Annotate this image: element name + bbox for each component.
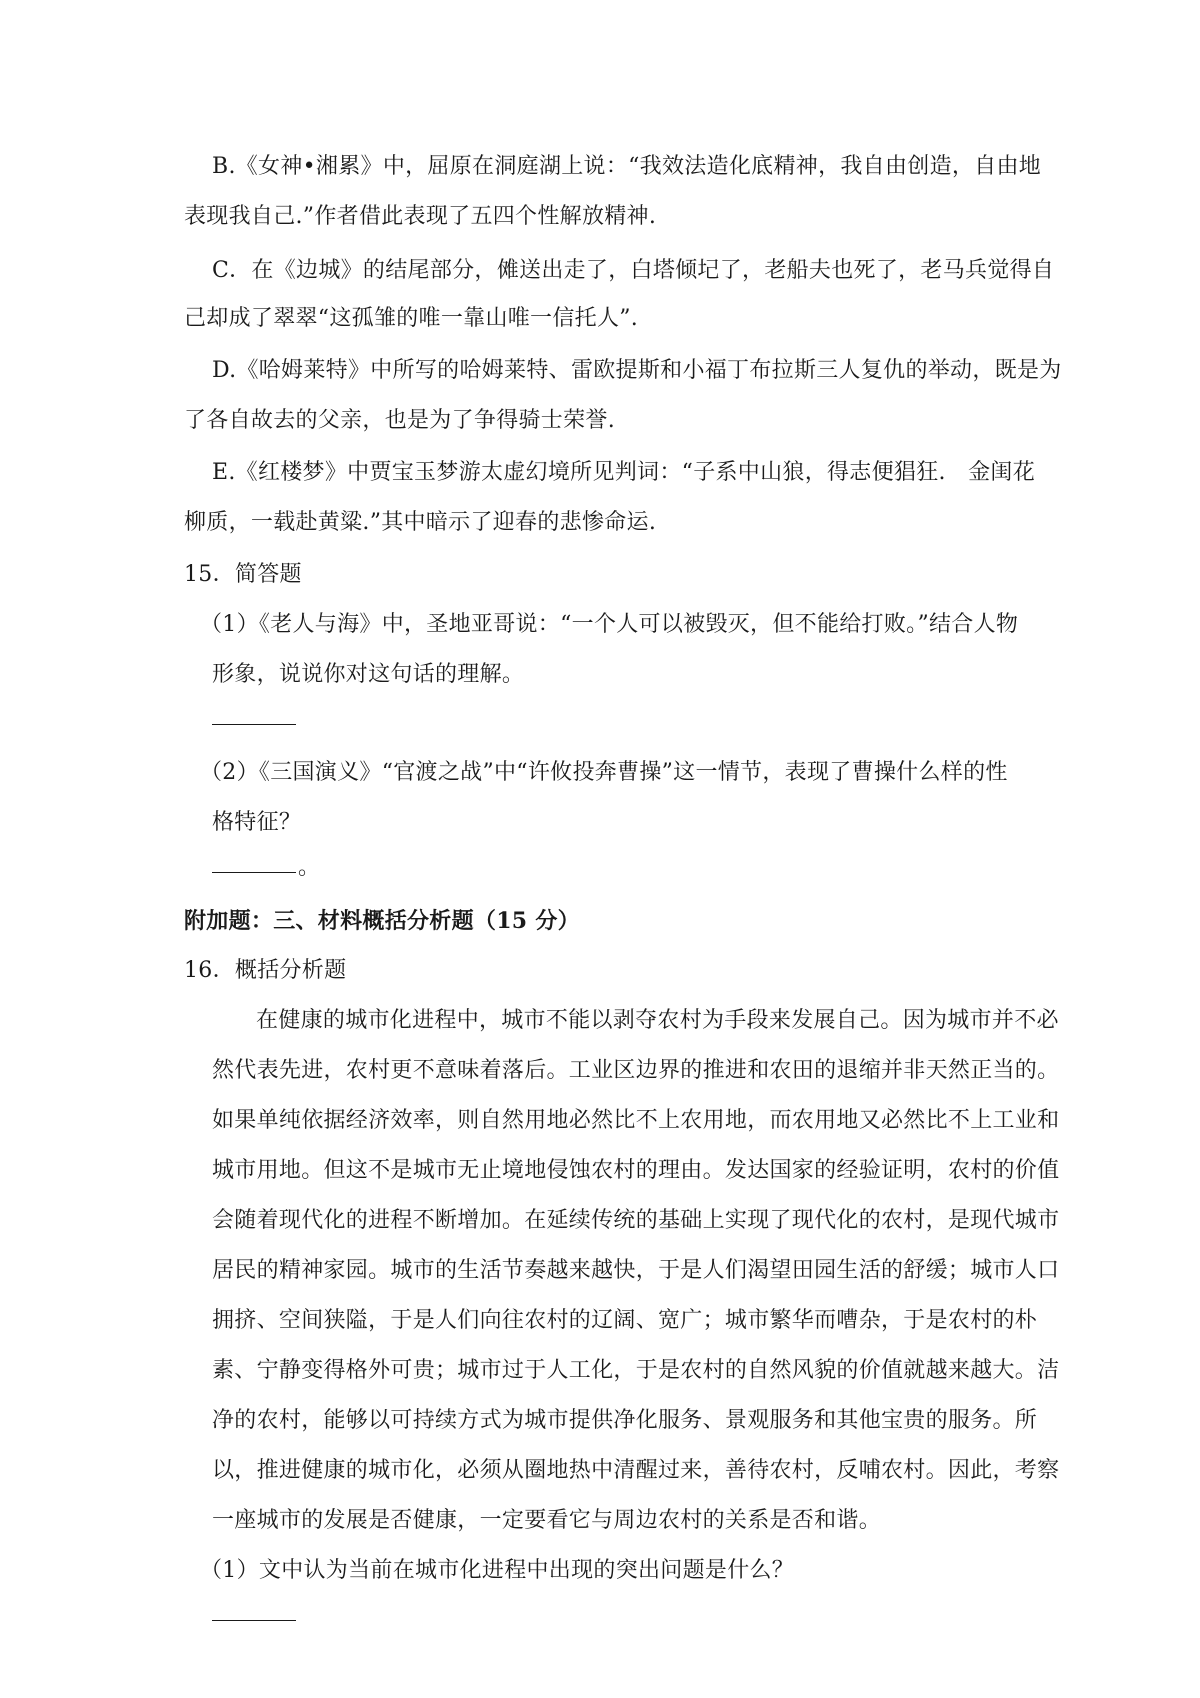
section-title: 附加题：三、材料概括分析题（15 分） [184,908,580,934]
question-15-sub1-line-2: 形象，说说你对这句话的理解。 [212,662,525,687]
question-15-sub2-line-2: 格特征？ [212,810,302,835]
passage-line-11: 一座城市的发展是否健康，一定要看它与周边农村的关系是否和谐。 [212,1508,882,1533]
passage-line-3: 如果单纯依据经济效率，则自然用地必然比不上农用地，而农用地又必然比不上工业和 [212,1108,1060,1133]
passage-line-1: 在健康的城市化进程中，城市不能以剥夺农村为手段来发展自己。因为城市并不必 [256,1008,1059,1033]
question-16-sub1: （1）文中认为当前在城市化进程中出现的突出问题是什么？ [200,1558,795,1583]
option-d-line-2: 了各自故去的父亲，也是为了争得骑士荣誉. [184,408,615,433]
option-c-line-1: C．在《边城》的结尾部分，傩送出走了，白塔倾圮了，老船夫也死了，老马兵觉得自 [212,258,1055,283]
option-b-line-2: 表现我自己.”作者借此表现了五四个性解放精神. [184,204,657,229]
passage-line-10: 以，推进健康的城市化，必须从圈地热中清醒过来，善待农村，反哺农村。因此，考察 [212,1458,1060,1483]
passage-line-9: 净的农村，能够以可持续方式为城市提供净化服务、景观服务和其他宝贵的服务。所 [212,1408,1038,1433]
answer-blank-15-2[interactable] [212,872,296,873]
passage-line-5: 会随着现代化的进程不断增加。在延续传统的基础上实现了现代化的农村，是现代城市 [212,1208,1060,1233]
question-15-sub1-line-1: （1）《老人与海》中，圣地亚哥说：“一个人可以被毁灭，但不能给打败。”结合人物 [200,612,1019,637]
answer-blank-16-1[interactable] [212,1620,296,1621]
answer-blank-15-1[interactable] [212,724,296,725]
question-15-title: 15．简答题 [184,562,302,587]
option-e-line-1: E.《红楼梦》中贾宝玉梦游太虚幻境所见判词：“子系中山狼，得志便猖狂. 金闺花 [212,460,1035,485]
option-d-line-1: D.《哈姆莱特》中所写的哈姆莱特、雷欧提斯和小福丁布拉斯三人复仇的举动，既是为 [212,358,1062,383]
passage-line-6: 居民的精神家园。城市的生活节奏越来越快，于是人们渴望田园生活的舒缓；城市人口 [212,1258,1060,1283]
passage-line-4: 城市用地。但这不是城市无止境地侵蚀农村的理由。发达国家的经验证明，农村的价值 [212,1158,1060,1183]
passage-line-7: 拥挤、空间狭隘，于是人们向往农村的辽阔、宽广；城市繁华而嘈杂，于是农村的朴 [212,1308,1038,1333]
option-b-line-1: B.《女神•湘累》中，屈原在洞庭湖上说：“我效法造化底精神，我自由创造，自由地 [212,154,1042,179]
option-c-line-2: 己却成了翠翠“这孤雏的唯一靠山唯一信托人”. [184,306,639,331]
answer-period: 。 [298,855,321,880]
question-16-title: 16．概括分析题 [184,958,347,983]
question-15-sub2-line-1: （2）《三国演义》“官渡之战”中“许攸投奔曹操”这一情节，表现了曹操什么样的性 [200,760,1008,785]
option-e-line-2: 柳质，一载赴黄粱.”其中暗示了迎春的悲惨命运. [184,510,657,535]
passage-line-2: 然代表先进，农村更不意味着落后。工业区边界的推进和农田的退缩并非天然正当的。 [212,1058,1060,1083]
passage-line-8: 素、宁静变得格外可贵；城市过于人工化，于是农村的自然风貌的价值就越来越大。洁 [212,1358,1060,1383]
